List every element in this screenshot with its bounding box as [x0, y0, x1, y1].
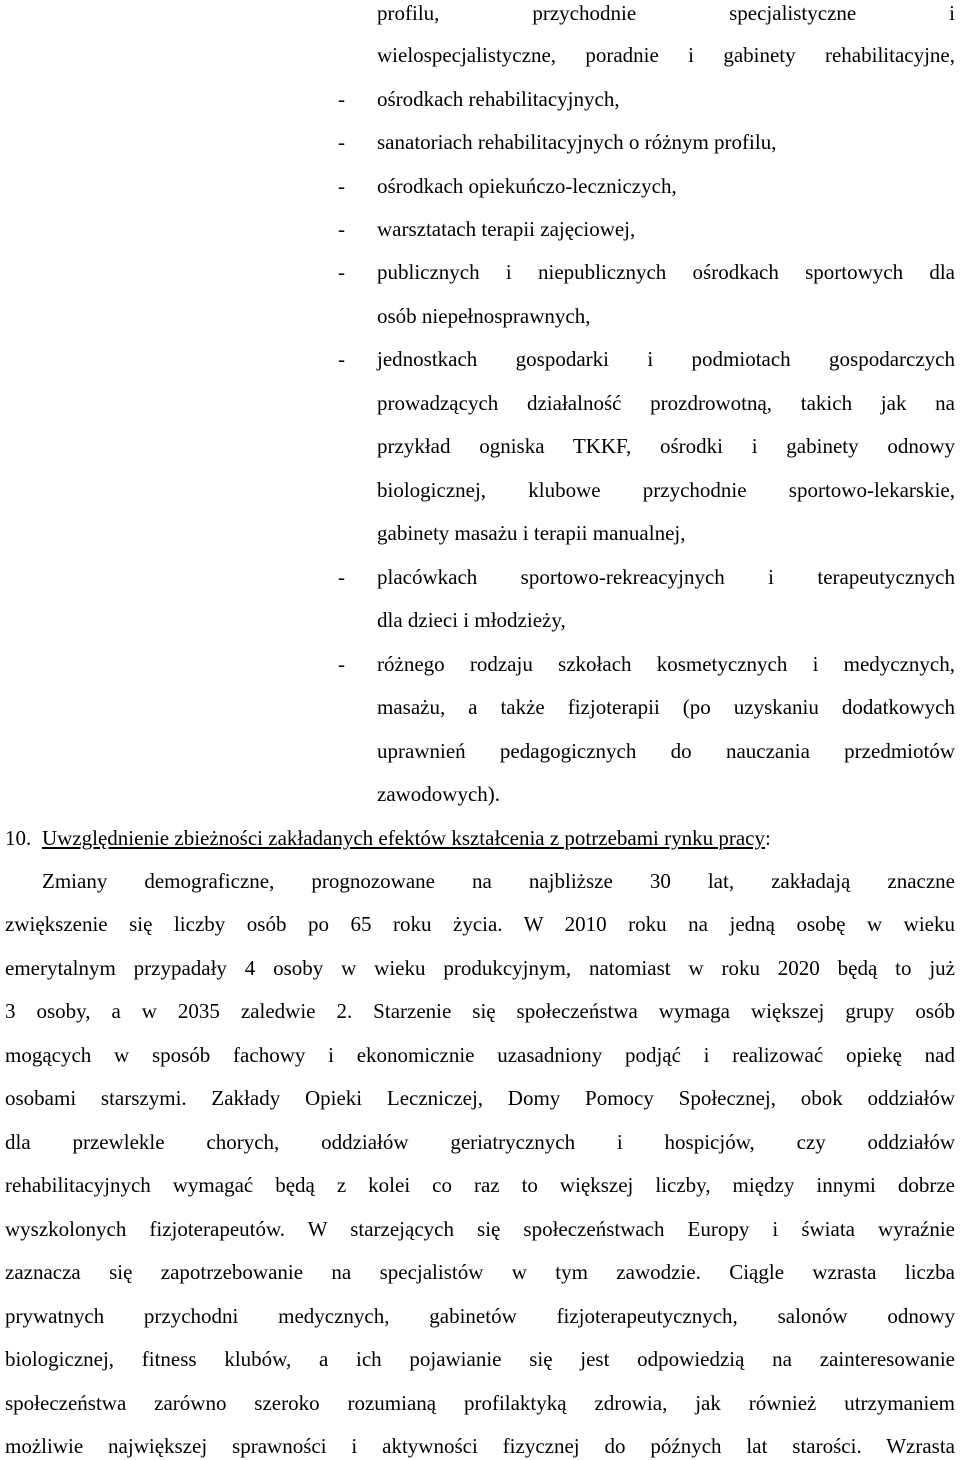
list-item-line: ośrodkach opiekuńczo-leczniczych, — [377, 174, 677, 198]
list-item-line: placówkach sportowo-rekreacyjnych i terapeutycznych — [377, 565, 955, 589]
list-dash: - — [338, 130, 345, 154]
paragraph-line: rehabilitacyjnych wymagać będą z kolei co raz to większej liczby, między innymi dobrze — [5, 1173, 955, 1197]
list-item-line: jednostkach gospodarki i podmiotach gospodarczych — [377, 347, 955, 371]
list-item-line: biologicznej, klubowe przychodnie sportowo-lekarskie, — [377, 478, 955, 502]
list-item-line: przykład ogniska TKKF, ośrodki i gabinety odnowy — [377, 434, 955, 458]
list-item-line: uprawnień pedagogicznych do nauczania przedmiotów — [377, 739, 955, 763]
list-item-line: dla dzieci i młodzieży, — [377, 608, 566, 632]
paragraph-line: społeczeństwa zarówno szeroko rozumianą profilaktyką zdrowia, jak również utrzymaniem — [5, 1391, 955, 1415]
list-dash: - — [338, 174, 345, 198]
list-continuation-line: profilu, przychodnie specjalistyczne i — [377, 1, 955, 25]
paragraph-line: możliwie największej sprawności i aktywności fizycznej do późnych lat starości. Wzrasta — [5, 1434, 955, 1458]
list-item-line: różnego rodzaju szkołach kosmetycznych i medycznych, — [377, 652, 955, 676]
list-dash: - — [338, 347, 345, 371]
list-item-line: ośrodkach rehabilitacyjnych, — [377, 87, 620, 111]
list-item-line: gabinety masażu i terapii manualnej, — [377, 521, 686, 545]
paragraph-line: osobami starszymi. Zakłady Opieki Leczniczej, Domy Pomocy Społecznej, obok oddziałów — [5, 1086, 955, 1110]
section-heading — [42, 825, 771, 851]
paragraph-line: zwiększenie się liczby osób po 65 roku życia. W 2010 roku na jedną osobę w wieku — [5, 912, 955, 936]
paragraph-line: emerytalnym przypadały 4 osoby w wieku produkcyjnym, natomiast w roku 2020 będą to już — [5, 956, 955, 980]
paragraph-line: Zmiany demograficzne, prognozowane na najbliższe 30 lat, zakładają znaczne — [42, 869, 955, 893]
list-item-line: warsztatach terapii zajęciowej, — [377, 217, 636, 241]
list-dash: - — [338, 652, 345, 676]
list-continuation-line: wielospecjalistyczne, poradnie i gabinety rehabilitacyjne, — [377, 43, 955, 67]
list-item-line: publicznych i niepublicznych ośrodkach sportowych dla — [377, 260, 955, 284]
paragraph-line: biologicznej, fitness klubów, a ich pojawianie się jest odpowiedzią na zainteresowanie — [5, 1347, 955, 1371]
list-item-line: sanatoriach rehabilitacyjnych o różnym profilu, — [377, 130, 777, 154]
list-dash: - — [338, 260, 345, 284]
list-item-line: prowadzących działalność prozdrowotną, takich jak na — [377, 391, 955, 415]
paragraph-line: prywatnych przychodni medycznych, gabinetów fizjoterapeutycznych, salonów odnowy — [5, 1304, 955, 1328]
section-heading-colon: : — [765, 826, 771, 850]
paragraph-line: dla przewlekle chorych, oddziałów geriatrycznych i hospicjów, czy oddziałów — [5, 1130, 955, 1154]
paragraph-line: mogących w sposób fachowy i ekonomicznie uzasadniony podjąć i realizować opiekę nad — [5, 1043, 955, 1067]
section-heading-text: Uwzględnienie zbieżności zakładanych efektów kształcenia z potrzebami rynku pracy — [42, 826, 766, 850]
list-item-line: osób niepełnosprawnych, — [377, 304, 591, 328]
paragraph-line: 3 osoby, a w 2035 zaledwie 2. Starzenie się społeczeństwa wymaga większej grupy osób — [5, 999, 955, 1023]
list-item-line: masażu, a także fizjoterapii (po uzyskaniu dodatkowych — [377, 695, 955, 719]
paragraph-line: wyszkolonych fizjoterapeutów. W starzejących się społeczeństwach Europy i świata wyraźnie — [5, 1217, 955, 1241]
section-number: 10. — [5, 826, 32, 850]
list-item-line: zawodowych). — [377, 782, 501, 806]
list-dash: - — [338, 87, 345, 111]
list-dash: - — [338, 217, 345, 241]
paragraph-line: zaznacza się zapotrzebowanie na specjalistów w tym zawodzie. Ciągle wzrasta liczba — [5, 1260, 955, 1284]
list-dash: - — [338, 565, 345, 589]
